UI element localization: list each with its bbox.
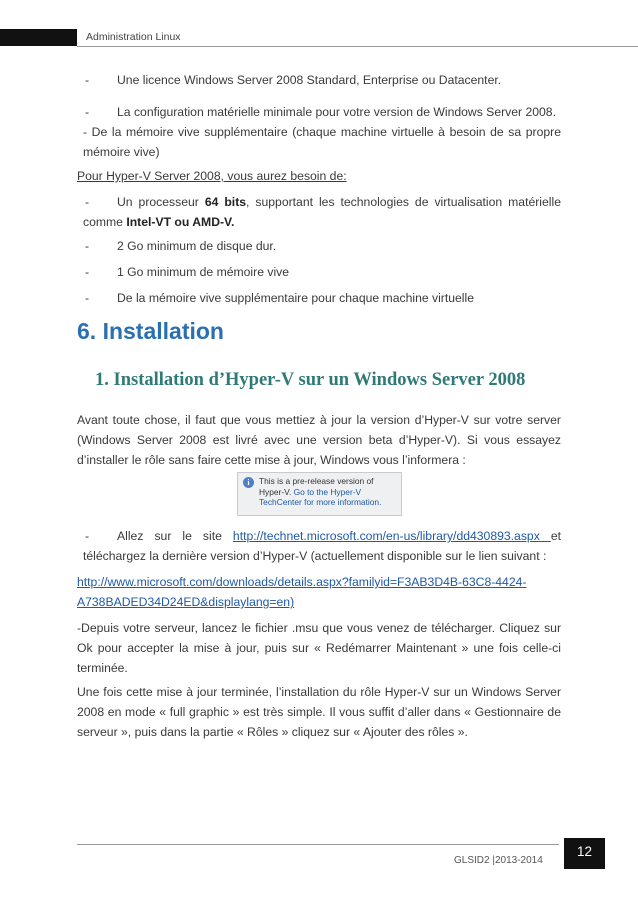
bullet-dash: - bbox=[85, 291, 90, 305]
cpu-bits: 64 bits bbox=[204, 195, 247, 209]
paragraph-line: Une fois cette mise à jour terminée, l’installation du rôle Hyper-V sur un Windows Server bbox=[77, 685, 561, 699]
notice-line-2-pre: Hyper-V. bbox=[259, 486, 294, 497]
bullet-dash: - bbox=[85, 239, 90, 253]
header-rule bbox=[77, 46, 638, 47]
list-item bbox=[77, 102, 561, 122]
paragraph-line: (Windows Server 2008 est livré avec une version beta d’Hyper-V). Si vous essayez bbox=[77, 433, 561, 447]
bullet-dash: - bbox=[85, 105, 90, 119]
list-item-text: 1 Go minimum de mémoire vive bbox=[117, 265, 290, 279]
bullet-dash: - bbox=[85, 195, 90, 209]
step-link-post: et bbox=[550, 529, 562, 543]
bullet-dash: - bbox=[85, 73, 90, 87]
footer-rule bbox=[77, 844, 559, 845]
list-item bbox=[77, 70, 561, 90]
cpu-post: , supportant les technologies de virtualisation matérielle bbox=[246, 195, 561, 209]
list-item bbox=[77, 236, 561, 256]
download-link[interactable]: A738BADED34D24ED&displaylang=en) bbox=[77, 595, 295, 609]
paragraph-line: d’installer le rôle sans faire cette mise à jour, Windows vous l’informera : bbox=[77, 453, 466, 467]
info-icon: i bbox=[243, 477, 254, 488]
bullet-dash: - bbox=[85, 265, 90, 279]
section-heading: 6. Installation bbox=[77, 318, 224, 344]
subsection-heading: 1. Installation d’Hyper-V sur un Windows Server 2008 bbox=[95, 370, 526, 390]
list-item-cpu bbox=[77, 192, 561, 212]
list-item bbox=[77, 288, 561, 308]
cpu-pre: Un processeur bbox=[117, 195, 205, 209]
list-item-text: 2 Go minimum de disque dur. bbox=[117, 239, 277, 253]
paragraph-line: Ok pour accepter la mise à jour, puis sur « Redémarrer Maintenant » une fois celle-ci bbox=[77, 641, 561, 655]
footer-text: GLSID2 |2013-2014 bbox=[454, 855, 543, 866]
list-item-text: Une licence Windows Server 2008 Standard, Enterprise ou Datacenter. bbox=[117, 73, 502, 87]
memory-line-2: mémoire vive) bbox=[83, 145, 160, 159]
paragraph-line: 2008 en mode « full graphic » est très simple. Il vous suffit d’aller dans « Gestionnaire de bbox=[77, 705, 561, 719]
list-item bbox=[77, 262, 561, 282]
notice-line-3[interactable]: TechCenter for more information. bbox=[259, 497, 382, 507]
download-link-line-2 bbox=[77, 592, 561, 612]
header-black-bar bbox=[0, 29, 77, 46]
paragraph-line: serveur », puis dans la partie « Rôles » cliquez sur « Ajouter des rôles ». bbox=[77, 725, 468, 739]
step-link-pre: Allez sur le site bbox=[117, 529, 233, 543]
list-item-step-link bbox=[77, 526, 561, 546]
prerelease-notice-image bbox=[237, 472, 402, 516]
cpu-line2-pre: comme bbox=[83, 215, 127, 229]
list-item-text: De la mémoire vive supplémentaire pour chaque machine virtuelle bbox=[117, 291, 475, 305]
cpu-line-2 bbox=[83, 212, 567, 232]
download-link[interactable]: http://www.microsoft.com/downloads/details.aspx?familyid=F3AB3D4B-63C8-4424- bbox=[77, 575, 527, 589]
notice-line-1: This is a pre-release version of bbox=[259, 476, 374, 486]
download-link-line-1 bbox=[77, 572, 561, 592]
step-link-line-2: téléchargez la dernière version d’Hyper-V (actuellement disponible sur le lien suivant : bbox=[83, 549, 547, 563]
notice-text bbox=[259, 476, 399, 508]
paragraph-line: terminée. bbox=[77, 661, 128, 675]
bullet-dash: - bbox=[85, 529, 90, 543]
paragraph-line: -Depuis votre serveur, lancez le fichier .msu que vous venez de télécharger. Cliquez sur bbox=[77, 621, 561, 635]
technet-link[interactable]: http://technet.microsoft.com/en-us/library/dd430893.aspx bbox=[232, 529, 551, 543]
page-number: 12 bbox=[564, 838, 605, 869]
paragraph-line: Avant toute chose, il faut que vous mettiez à jour la version d’Hyper-V sur votre server bbox=[77, 413, 561, 427]
cpu-tech: Intel-VT ou AMD-V. bbox=[126, 215, 235, 229]
header-title: Administration Linux bbox=[86, 31, 181, 43]
memory-line-1: - De la mémoire vive supplémentaire (chaque machine virtuelle à besoin de sa propre bbox=[83, 125, 561, 139]
step-link-line-1 bbox=[117, 526, 561, 546]
hyperv-requirements-intro: Pour Hyper-V Server 2008, vous aurez besoin de: bbox=[77, 169, 347, 183]
notice-link[interactable]: Go to the Hyper-V bbox=[293, 486, 362, 497]
cpu-line-1 bbox=[117, 192, 561, 212]
list-item-text: La configuration matérielle minimale pour votre version de Windows Server 2008. bbox=[117, 105, 556, 119]
notice-line-2 bbox=[259, 487, 399, 498]
